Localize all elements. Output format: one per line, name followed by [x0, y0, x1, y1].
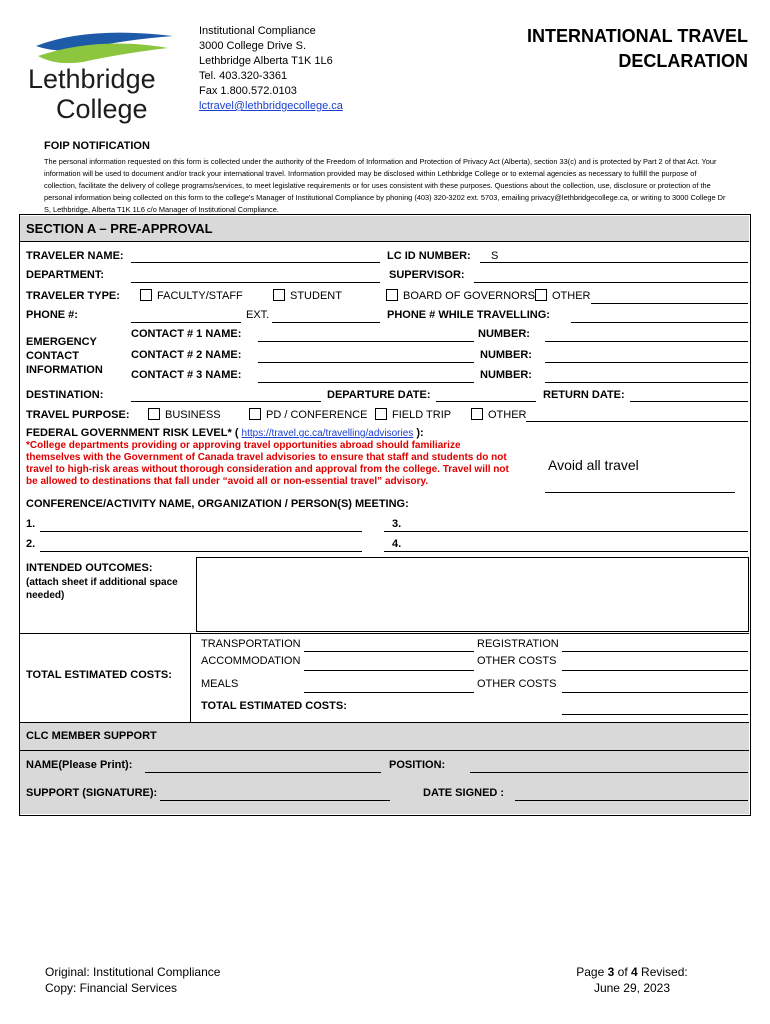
contact3-number-label: NUMBER: — [480, 369, 532, 381]
transportation-label: TRANSPORTATION — [201, 638, 301, 650]
document-title — [470, 24, 748, 74]
conference-item-2-label: 2. — [26, 538, 36, 550]
return-field[interactable] — [630, 401, 748, 402]
other-type-checkbox[interactable] — [535, 289, 547, 301]
conference-item-1-field[interactable] — [40, 531, 362, 532]
org-tel: Tel. 403.320-3361 — [199, 70, 288, 82]
meals-field[interactable] — [304, 692, 474, 693]
footer-page-prefix: Page — [576, 965, 605, 979]
business-checkbox[interactable] — [148, 408, 160, 420]
footer-distribution — [45, 964, 220, 996]
org-name: Institutional Compliance — [199, 25, 316, 37]
transportation-field[interactable] — [304, 651, 474, 652]
footer-revised: Revised: — [641, 965, 688, 979]
footer-copy: Copy: Financial Services — [45, 981, 178, 995]
risk-level-label — [26, 427, 424, 439]
conference-item-1-label: 1. — [26, 518, 36, 530]
contact2-label: CONTACT # 2 NAME: — [131, 349, 242, 361]
clc-signature-label: SUPPORT (SIGNATURE): — [26, 787, 158, 799]
contact1-name-field[interactable] — [258, 341, 474, 342]
phone-label: PHONE #: — [26, 309, 78, 321]
conference-item-3-label: 3. — [392, 518, 402, 530]
costs-divider — [190, 634, 191, 722]
departure-label: DEPARTURE DATE: — [327, 389, 431, 401]
footer-page-total: 4 — [631, 965, 638, 979]
title-line1: INTERNATIONAL TRAVEL — [527, 26, 748, 46]
contact3-number-field[interactable] — [545, 382, 748, 383]
lc-id-value[interactable]: S — [491, 250, 499, 262]
foip-heading: FOIP NOTIFICATION — [44, 140, 150, 152]
total-costs-side-label: TOTAL ESTIMATED COSTS: — [26, 669, 172, 681]
risk-level-field[interactable] — [545, 492, 735, 493]
section-a-header — [20, 216, 749, 242]
departure-field[interactable] — [436, 401, 536, 402]
student-label: STUDENT — [290, 290, 342, 302]
logo-line1: Lethbridge — [28, 64, 156, 94]
outcomes-label: INTENDED OUTCOMES: — [26, 562, 153, 574]
conference-item-3-field[interactable] — [384, 531, 748, 532]
ext-field[interactable] — [272, 322, 380, 323]
contact3-name-field[interactable] — [258, 382, 474, 383]
foip-text: The personal information requested on this form is collected under the authority of the Freedom of Information and Protection of Privacy Act (Alberta), section 33(c) and is protected by Part 2 of that Act. Your information will be used to document and/or track your international travel. Information provided may be disclosed within Lethbridge College or to external agencies as necessary to fulfill the purpose of collection, facilitate the delivery of college programs/services, to meet legislative requirements or for uses consistent with these purposes. Questions about the collection, use, disclosure or protection of the personal information being collected on this form to the college's Manager of Institutional Compliance by phoning (403) 320-3202 ext. 5703, emailing privacy@lethbridgecollege.ca, or writing to 3000 College Dr S, Lethbridge, Alberta T1K 1L6 c/o Manager of Institutional Compliance. — [44, 157, 726, 214]
other-costs-label-2: OTHER COSTS — [477, 678, 557, 690]
ext-label: EXT. — [246, 309, 270, 321]
board-checkbox[interactable] — [386, 289, 398, 301]
lc-id-field[interactable] — [480, 262, 748, 263]
clc-date-label: DATE SIGNED : — [423, 787, 505, 799]
registration-label: REGISTRATION — [477, 638, 559, 650]
department-field[interactable] — [131, 282, 380, 283]
logo-line2: College — [56, 94, 148, 124]
conference-label: CONFERENCE/ACTIVITY NAME, ORGANIZATION / PERSON(S) MEETING: — [26, 498, 409, 510]
clc-signature-field[interactable] — [160, 800, 390, 801]
other-costs-field-1[interactable] — [562, 670, 748, 671]
outcomes-note: (attach sheet if additional space needed) — [26, 577, 178, 601]
footer-revised-date: June 29, 2023 — [593, 981, 671, 995]
org-fax: Fax 1.800.572.0103 — [199, 85, 297, 97]
footer-of: of — [617, 965, 628, 979]
contact1-label: CONTACT # 1 NAME: — [131, 328, 242, 340]
accommodation-label: ACCOMMODATION — [201, 655, 301, 667]
student-checkbox[interactable] — [273, 289, 285, 301]
org-address — [199, 24, 343, 114]
org-street: 3000 College Drive S. — [199, 40, 307, 52]
emergency-label: EMERGENCY CONTACT INFORMATION — [26, 336, 103, 376]
footer-original: Original: Institutional Compliance — [45, 965, 221, 979]
org-email-link[interactable]: lctravel@lethbridgecollege.ca — [199, 100, 343, 112]
outcomes-textarea[interactable] — [196, 557, 749, 632]
risk-note-2: themselves with the Government of Canada travel advisories to ensure that staff and students do not — [26, 452, 507, 463]
total-costs-field[interactable] — [562, 714, 748, 715]
college-logo — [28, 26, 178, 126]
purpose-label: TRAVEL PURPOSE: — [26, 409, 130, 421]
clc-date-field[interactable] — [515, 800, 748, 801]
other-purpose-label: OTHER — [488, 409, 527, 421]
contact1-number-field[interactable] — [545, 341, 748, 342]
title-line2: DECLARATION — [618, 51, 748, 71]
pd-conference-checkbox[interactable] — [249, 408, 261, 420]
risk-note-3: travel to high-risk areas without thorough consideration and approval from the college. Travel will not — [26, 464, 509, 475]
phone-travel-field[interactable] — [571, 322, 748, 323]
footer-page-number: 3 — [607, 965, 615, 979]
destination-field[interactable] — [131, 401, 321, 402]
risk-level-value[interactable]: Avoid all travel — [548, 457, 639, 473]
contact2-name-field[interactable] — [258, 362, 474, 363]
other-purpose-checkbox[interactable] — [471, 408, 483, 420]
other-purpose-field[interactable] — [526, 421, 748, 422]
lc-id-label: LC ID NUMBER: — [387, 250, 471, 262]
org-city: Lethbridge Alberta T1K 1L6 — [199, 55, 333, 67]
risk-note-4: be allowed to destinations that fall under “avoid all or non-essential travel” advisory. — [26, 476, 429, 487]
conference-item-4-field[interactable] — [384, 551, 748, 552]
outcomes-divider — [20, 633, 749, 634]
registration-field[interactable] — [562, 651, 748, 652]
business-label: BUSINESS — [165, 409, 221, 421]
contact2-number-field[interactable] — [545, 362, 748, 363]
traveler-name-field[interactable] — [131, 262, 380, 263]
phone-field[interactable] — [131, 322, 241, 323]
faculty-staff-label: FACULTY/STAFF — [157, 290, 243, 302]
contact1-number-label: NUMBER: — [478, 328, 530, 340]
other-type-field[interactable] — [591, 303, 748, 304]
phone-travel-label: PHONE # WHILE TRAVELLING: — [387, 309, 550, 321]
risk-level-text: FEDERAL GOVERNMENT RISK LEVEL* ( — [26, 427, 239, 439]
advisories-link[interactable]: https://travel.gc.ca/travelling/advisories — [241, 428, 414, 439]
accommodation-field[interactable] — [304, 670, 474, 671]
traveler-type-label: TRAVELER TYPE: — [26, 290, 120, 302]
meals-label: MEALS — [201, 678, 239, 690]
destination-label: DESTINATION: — [26, 389, 104, 401]
faculty-staff-checkbox[interactable] — [140, 289, 152, 301]
other-type-label: OTHER — [552, 290, 591, 302]
contact3-label: CONTACT # 3 NAME: — [131, 369, 242, 381]
other-costs-label-1: OTHER COSTS — [477, 655, 557, 667]
section-a-title: SECTION A – PRE-APPROVAL — [26, 221, 213, 236]
clc-position-label: POSITION: — [389, 759, 446, 771]
conference-item-4-label: 4. — [392, 538, 402, 550]
risk-note-1: *College departments providing or approving travel opportunities abroad should familiarize — [26, 440, 461, 451]
total-costs-label: TOTAL ESTIMATED COSTS: — [201, 700, 347, 712]
risk-level-close: ): — [416, 427, 424, 439]
traveler-name-label: TRAVELER NAME: — [26, 250, 124, 262]
department-label: DEPARTMENT: — [26, 269, 105, 281]
other-costs-field-2[interactable] — [562, 692, 748, 693]
return-label: RETURN DATE: — [543, 389, 625, 401]
contact2-number-label: NUMBER: — [480, 349, 532, 361]
pd-conference-label: PD / CONFERENCE — [266, 409, 368, 421]
supervisor-label: SUPERVISOR: — [389, 269, 465, 281]
supervisor-field[interactable] — [474, 282, 748, 283]
conference-item-2-field[interactable] — [40, 551, 362, 552]
field-trip-label: FIELD TRIP — [392, 409, 452, 421]
board-label: BOARD OF GOVERNORS — [403, 290, 536, 302]
clc-title: CLC MEMBER SUPPORT — [26, 730, 157, 742]
footer-page-info — [520, 964, 744, 996]
clc-name-label: NAME(Please Print): — [26, 759, 133, 771]
clc-divider — [20, 750, 749, 751]
field-trip-checkbox[interactable] — [375, 408, 387, 420]
clc-name-field[interactable] — [145, 772, 381, 773]
clc-position-field[interactable] — [470, 772, 748, 773]
